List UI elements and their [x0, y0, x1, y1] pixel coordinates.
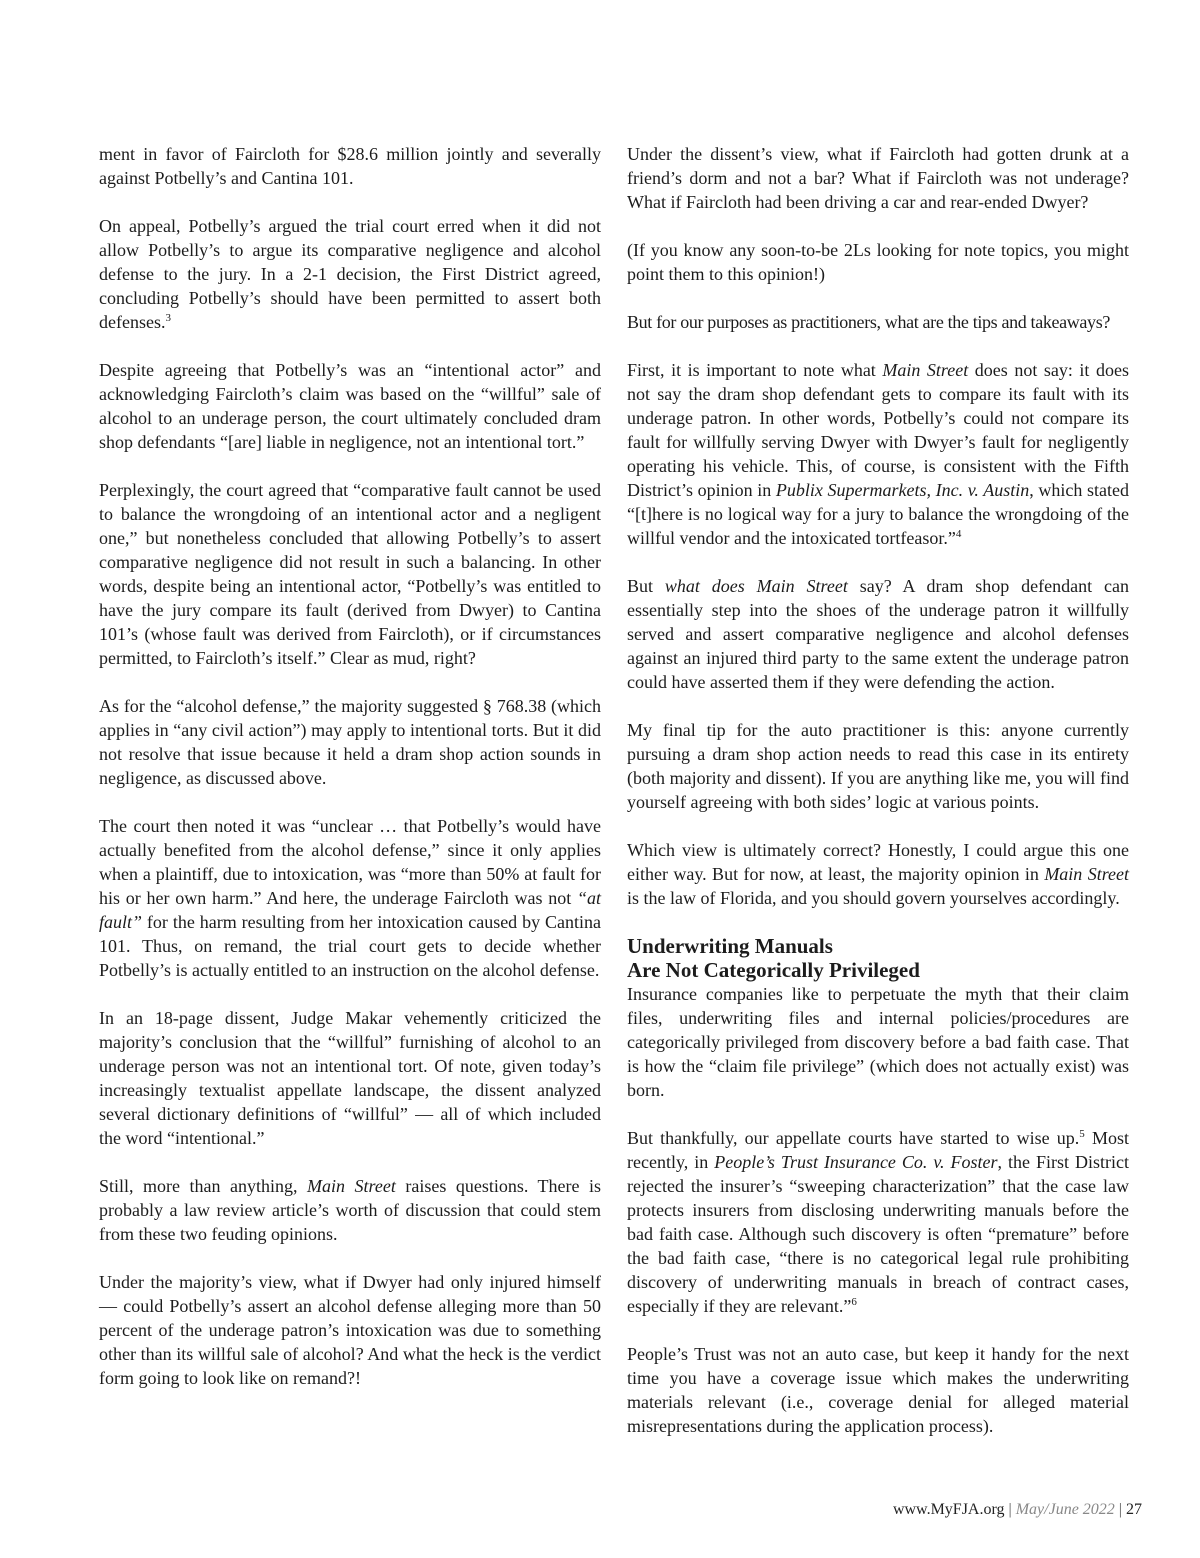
page-footer — [893, 1500, 1142, 1520]
paragraph-text: does not say: it does not say the dram shop defendant gets to compare its fault with its underage patron. In other words, Potbelly’s could not compare its fault for willfully serving Dwyer with Dwyer’s fault for negligently operating his vehicle. This, of course, is consistent with the Fifth District’s opinion in — [627, 360, 1129, 500]
paragraph — [99, 478, 601, 670]
section-heading — [627, 934, 1129, 982]
paragraph-text: First, it is important to note what — [627, 360, 883, 380]
case-name: People’s Trust Insurance Co. v. Foster — [714, 1152, 998, 1172]
paragraph — [627, 238, 1129, 286]
paragraph-text: The court then noted it was “unclear … that Potbelly’s would have actually benefited from the alcohol defense,” since it only applies when a plaintiff, due to intoxication, was “more than 50% at fault for his or her own harm.” And here, the underage Faircloth was not — [99, 816, 601, 908]
emphasis-text: “at fault” — [99, 888, 601, 932]
paragraph-text: Insurance companies like to perpetuate the myth that their claim files, underwriting files and internal policies/procedures are categorically privileged from discovery before a bad faith case. That is how the “claim file privilege” (which does not actually exist) was born. — [627, 984, 1129, 1100]
paragraph-text: But thankfully, our appellate courts have started to wise up. — [627, 1128, 1080, 1148]
paragraph — [99, 1270, 601, 1390]
paragraph-text: say? A dram shop defendant can essentially step into the shoes of the underage patron it willfully served and assert comparative negligence and alcohol defenses against an injured third party to the same extent the underage patron could have asserted them if they were defending the action. — [627, 576, 1129, 692]
paragraph-text: Despite agreeing that Potbelly’s was an “intentional actor” and acknowledging Faircloth’s claim was based on the “willful” sale of alcohol to an underage person, the court ultimately concluded dram shop defendants “[are] liable in negligence, not an intentional tort.” — [99, 360, 601, 452]
paragraph-text: Which view is ultimately correct? Honestly, I could argue this one either way. But for now, at least, the majority opinion in — [627, 840, 1129, 884]
case-name: Main Street — [882, 360, 969, 380]
footnote-ref: 4 — [955, 528, 962, 540]
paragraph-text: is the law of Florida, and you should govern yourselves accordingly. — [627, 888, 1120, 908]
paragraph — [99, 1174, 601, 1246]
footer-issue: May/June 2022 — [1015, 1501, 1115, 1518]
paragraph-text: Still, more than anything, — [99, 1176, 308, 1196]
paragraph-text: for the harm resulting from her intoxication caused by Cantina 101. Thus, on remand, the trial court gets to decide whether Potbelly’s is actually entitled to an instruction on the alcohol defense. — [99, 912, 601, 980]
paragraph-text: Most recently, in — [627, 1128, 1129, 1172]
paragraph — [627, 310, 1129, 334]
paragraph-text: Perplexingly, the court agreed that “comparative fault cannot be used to balance the wrongdoing of an intentional actor and a negligent one,” but nonetheless concluded that allowing Potbelly’s to assert comparative negligence did not result in such a balancing. In other words, despite being an intentional actor, “Potbelly’s was entitled to have the jury compare its fault (derived from Dwyer) to Cantina 101’s (whose fault was derived from Faircloth), or if circumstances permitted, to Faircloth’s itself.” Clear as mud, right? — [99, 480, 601, 668]
emphasis-text: what does Main Street — [664, 576, 848, 596]
footer-separator: | — [1004, 1501, 1016, 1518]
case-name: Publix Supermarkets, Inc. v. Austin — [775, 480, 1030, 500]
paragraph — [627, 358, 1129, 550]
paragraph — [627, 982, 1129, 1102]
paragraph-text: raises questions. There is probably a law review article’s worth of discussion that could stem from these two feuding opinions. — [99, 1176, 602, 1244]
paragraph — [99, 142, 601, 190]
footnote-ref: 5 — [1079, 1128, 1085, 1140]
paragraph — [99, 814, 601, 982]
footer-separator: | — [1114, 1501, 1126, 1518]
section-heading-line: Underwriting Manuals — [627, 934, 833, 958]
paragraph-text: On appeal, Potbelly’s argued the trial court erred when it did not allow Potbelly’s to argue its comparative negligence and alcohol defense to the jury. In a 2-1 decision, the First District agreed, concluding Potbelly’s should have been permitted to assert both defenses. — [99, 216, 601, 332]
left-column — [99, 142, 601, 1390]
paragraph-text: People’s Trust was not an auto case, but keep it handy for the next time you have a coverage issue which makes the underwriting materials relevant (i.e., coverage denial for alleged material misrepresentations during the application process). — [627, 1344, 1129, 1436]
paragraph-text: My final tip for the auto practitioner is this: anyone currently pursuing a dram shop action needs to read this case in its entirety (both majority and dissent). If you are anything like me, you will find yourself agreeing with both sides’ logic at various points. — [627, 720, 1129, 812]
case-name: Main Street — [307, 1176, 396, 1196]
footnote-ref: 3 — [165, 312, 171, 324]
paragraph — [627, 1342, 1129, 1438]
paragraph — [627, 574, 1129, 694]
paragraph — [627, 142, 1129, 214]
paragraph — [627, 838, 1129, 910]
paragraph — [627, 718, 1129, 814]
paragraph — [99, 694, 601, 790]
page-number: 27 — [1126, 1501, 1142, 1518]
paragraph-text: But for our purposes as practitioners, what are the tips and takeaways? — [627, 312, 1110, 332]
paragraph-text: As for the “alcohol defense,” the majority suggested § 768.38 (which applies in “any civil action”) may apply to intentional torts. But it did not resolve that issue because it held a dram shop action sounds in negligence, as discussed above. — [99, 696, 601, 788]
case-name: Main Street — [1044, 864, 1130, 884]
paragraph — [99, 358, 601, 454]
paragraph — [99, 1006, 601, 1150]
paragraph-text: In an 18-page dissent, Judge Makar vehemently criticized the majority’s conclusion that the “willful” furnishing of alcohol to an underage person was not an intentional tort. Of note, given today’s increasingly textualist appellate landscape, the dissent analyzed several dictionary definitions of “willful” — all of which included the word “intentional.” — [99, 1008, 601, 1148]
paragraph-text: (If you know any soon-to-be 2Ls looking for note topics, you might point them to this opinion!) — [627, 240, 1129, 284]
paragraph-text: , which stated “[t]here is no logical way for a jury to balance the wrongdoing of the willful vendor and the intoxicated tortfeasor.” — [627, 480, 1129, 548]
paragraph-text: Under the dissent’s view, what if Faircloth had gotten drunk at a friend’s dorm and not a bar? What if Faircloth was not underage? What if Faircloth had been driving a car and rear-ended Dwyer? — [627, 144, 1129, 212]
paragraph-text: Under the majority’s view, what if Dwyer had only injured himself — could Potbelly’s assert an alcohol defense alleging more than 50 percent of the underage patron’s intoxication was due to something other than its willful sale of alcohol? And what the heck is the verdict form going to look like on remand?! — [99, 1272, 601, 1388]
paragraph-text: , the First District rejected the insurer’s “sweeping characterization” that the case law protects insurers from disclosing underwriting manuals before the bad faith case. Although such discovery is often “premature” before the bad faith case, “there is no categorical legal rule prohibiting discovery of underwriting manuals in breach of contract cases, especially if they are relevant.” — [627, 1152, 1130, 1316]
footnote-ref: 6 — [851, 1296, 857, 1308]
paragraph-text: ment in favor of Faircloth for $28.6 million jointly and severally against Potbelly’s and Cantina 101. — [99, 144, 601, 188]
paragraph-text: But — [627, 576, 665, 596]
right-column — [627, 142, 1129, 1438]
section-heading-line: Are Not Categorically Privileged — [627, 958, 920, 982]
footer-website: www.MyFJA.org — [892, 1501, 1005, 1518]
paragraph — [99, 214, 601, 334]
paragraph — [627, 1126, 1129, 1318]
